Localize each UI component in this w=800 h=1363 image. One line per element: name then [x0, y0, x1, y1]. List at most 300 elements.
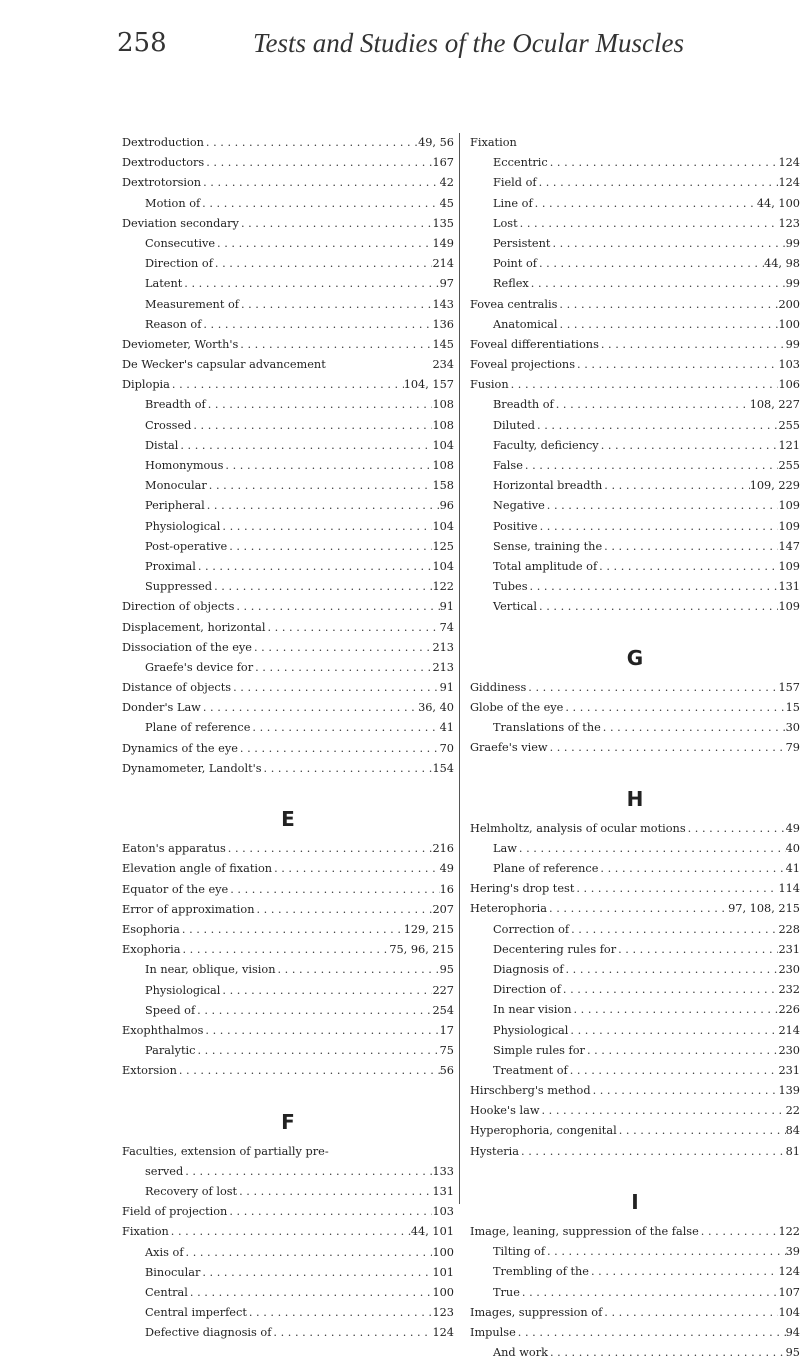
leader-dots: [272, 859, 440, 879]
entry-term: Breadth of: [145, 398, 206, 412]
leader-dots: [271, 1323, 432, 1343]
leader-dots: [201, 315, 432, 335]
entry-term: In near, oblique, vision: [145, 963, 276, 977]
entry-pages: 158: [432, 479, 454, 493]
entry-term: Motion of: [145, 196, 201, 210]
entry-term: Physiological: [493, 1023, 569, 1037]
leader-dots: [329, 1142, 454, 1162]
leader-dots: [520, 1283, 779, 1303]
entry-term: Graefe's device for: [145, 660, 254, 674]
entry-term: Hooke's law: [470, 1104, 540, 1118]
entry-term: Exophthalmos: [122, 1023, 204, 1037]
entry-pages: 94: [785, 1325, 800, 1339]
entry-pages: 95: [439, 963, 454, 977]
entry-term: Distance of objects: [122, 681, 232, 695]
index-entry: [122, 678, 454, 698]
leader-dots: [509, 375, 779, 395]
entry-pages: 213: [432, 660, 454, 674]
entry-pages: 143: [432, 297, 454, 311]
index-subentry: [470, 839, 800, 859]
leader-dots: [201, 173, 440, 193]
entry-pages: 100: [778, 317, 800, 331]
entry-pages: 255: [778, 418, 800, 432]
index-subentry: [470, 234, 800, 254]
index-subentry: [122, 234, 454, 254]
leader-dots: [545, 496, 779, 516]
entry-term: Direction of: [145, 257, 213, 271]
entry-pages: 226: [778, 1003, 800, 1017]
index-column-right: [470, 133, 800, 1363]
entry-pages: 149: [432, 236, 454, 250]
index-subentry: [122, 658, 454, 678]
index-entry: [470, 899, 800, 919]
leader-dots: [226, 839, 433, 859]
entry-term: Point of: [493, 257, 537, 271]
entry-pages: 230: [778, 962, 800, 976]
index-subentry: [122, 456, 454, 476]
entry-pages: 230: [778, 1043, 800, 1057]
entry-term: Tilting of: [493, 1245, 545, 1259]
leader-dots: [238, 335, 432, 355]
leader-dots: [537, 173, 779, 193]
leader-dots: [220, 517, 432, 537]
leader-dots: [568, 1021, 778, 1041]
entry-pages: 214: [778, 1023, 800, 1037]
entry-term: Axis of: [145, 1245, 184, 1259]
entry-pages: 133: [432, 1164, 454, 1178]
entry-pages: 255: [778, 459, 800, 472]
leader-dots: [203, 1021, 439, 1041]
index-entry: [122, 355, 454, 375]
entry-term: Deviometer, Worth's: [122, 337, 239, 351]
entry-pages: 96: [439, 499, 454, 513]
leader-dots: [585, 1041, 779, 1061]
index-subentry: [122, 476, 454, 496]
leader-dots: [188, 1283, 433, 1303]
entry-term: Diagnosis of: [493, 962, 564, 976]
entry-term: Dextroductors: [122, 156, 205, 170]
leader-dots: [252, 638, 432, 658]
index-column-left: [122, 133, 454, 1344]
leader-dots: [602, 476, 749, 496]
entry-term: Equator of the eye: [122, 882, 229, 896]
entry-term: Decentering rules for: [493, 942, 617, 956]
index-subentry: [470, 456, 800, 476]
section-letter-g: G: [626, 645, 644, 670]
index-subentry: [470, 718, 800, 738]
leader-dots: [518, 214, 779, 234]
index-entry: [122, 940, 454, 960]
index-subentry: [122, 1001, 454, 1021]
entry-pages: 49: [785, 821, 800, 835]
index-entry: [122, 638, 454, 658]
index-subentry: [122, 577, 454, 597]
leader-dots: [239, 295, 433, 315]
entry-pages: 145: [432, 337, 454, 351]
entry-pages: 95: [785, 1346, 800, 1360]
entry-term: Reflex: [493, 277, 529, 291]
running-title: Tests and Studies of the Ocular Muscles: [253, 28, 684, 58]
entry-pages: 91: [439, 681, 454, 695]
leader-dots: [183, 1162, 432, 1182]
index-subentry: [122, 1263, 454, 1283]
entry-pages: 104: [778, 1305, 800, 1319]
leader-dots: [207, 476, 433, 496]
leader-dots: [227, 1202, 432, 1222]
index-subentry: [470, 1021, 800, 1041]
entry-pages: 124: [778, 176, 800, 190]
entry-term: Exophoria: [122, 943, 181, 957]
leader-dots: [535, 416, 778, 436]
index-entry: [122, 739, 454, 759]
entry-pages: 79: [785, 741, 800, 755]
entry-pages: 154: [432, 761, 454, 775]
leader-dots: [557, 295, 778, 315]
index-entry: [122, 153, 454, 173]
leader-dots: [196, 557, 433, 577]
entry-pages: 104: [432, 559, 454, 573]
leader-dots: [223, 456, 432, 476]
leader-dots: [253, 658, 432, 678]
leader-dots: [529, 274, 786, 294]
leader-dots: [215, 234, 432, 254]
entry-pages: 232: [778, 983, 800, 997]
entry-term: Negative: [493, 499, 545, 513]
entry-term: Faculties, extension of partially pre-: [122, 1144, 329, 1158]
entry-pages: 100: [432, 1285, 454, 1299]
leader-dots: [178, 436, 432, 456]
leader-dots: [568, 1061, 779, 1081]
index-subentry: [470, 153, 800, 173]
leader-dots: [537, 254, 764, 274]
index-entry: [122, 698, 454, 718]
index-subentry: [470, 577, 800, 597]
index-subentry: [470, 980, 800, 1000]
entry-term: Persistent: [493, 236, 551, 250]
entry-pages: 99: [785, 277, 800, 291]
entry-pages: 15: [785, 700, 800, 714]
index-entry: [470, 1142, 800, 1162]
index-subentry: [122, 981, 454, 1001]
entry-pages: 231: [778, 1063, 800, 1077]
index-subentry: [470, 254, 800, 274]
entry-pages: 103: [778, 358, 800, 372]
leader-dots: [554, 395, 750, 415]
entry-pages: 121: [778, 438, 800, 452]
entry-term: Esophoria: [122, 922, 180, 936]
entry-term: Vertical: [493, 600, 538, 614]
index-subentry: [470, 1061, 800, 1081]
index-entry: [122, 880, 454, 900]
entry-term: Error of approximation: [122, 902, 255, 916]
leader-dots: [182, 274, 439, 294]
entry-pages: 16: [439, 882, 454, 896]
entry-term: Dextrotorsion: [122, 176, 202, 190]
index-entry: [470, 133, 800, 153]
leader-dots: [262, 759, 433, 779]
entry-pages: 207: [432, 902, 454, 916]
entry-pages: 100: [432, 1245, 454, 1259]
index-entry: [122, 759, 454, 779]
index-subentry: [470, 395, 800, 415]
entry-pages: 157: [778, 680, 800, 694]
entry-term: Hering's drop test: [470, 882, 575, 896]
index-entry: [470, 698, 800, 718]
entry-pages: 167: [432, 156, 454, 170]
entry-term: Distal: [145, 438, 179, 452]
index-subentry: [122, 496, 454, 516]
entry-term: Heterophoria: [470, 902, 548, 916]
leader-dots: [599, 335, 786, 355]
leader-dots: [180, 920, 404, 940]
leader-dots: [597, 557, 778, 577]
entry-term: Central imperfect: [145, 1306, 247, 1320]
entry-term: Simple rules for: [493, 1043, 585, 1057]
index-entry: [122, 1142, 454, 1162]
leader-dots: [538, 517, 779, 537]
entry-term: De Wecker's capsular advancement: [122, 358, 326, 372]
index-entry: [470, 375, 800, 395]
entry-pages: 49, 56: [418, 136, 454, 149]
entry-term: Recovery of lost: [145, 1185, 238, 1198]
entry-pages: 124: [778, 1265, 800, 1279]
entry-term: Fovea centralis: [470, 297, 558, 311]
leader-dots: [548, 1343, 786, 1363]
leader-dots: [591, 1081, 779, 1101]
entry-term: Foveal differentiations: [470, 337, 599, 351]
leader-dots: [254, 900, 432, 920]
leader-dots: [239, 214, 433, 234]
entry-pages: 123: [778, 216, 800, 230]
entry-pages: 45: [439, 196, 454, 210]
leader-dots: [220, 981, 432, 1001]
index-subentry: [470, 173, 800, 193]
index-entry: [470, 879, 800, 899]
entry-pages: 129, 215: [403, 922, 454, 936]
entry-term: Law: [493, 841, 517, 855]
leader-dots: [184, 1243, 433, 1263]
entry-pages: 213: [432, 640, 454, 654]
index-subentry: [122, 557, 454, 577]
entry-pages: 41: [785, 862, 800, 875]
entry-term: Deviation secondary: [122, 216, 239, 230]
entry-term: Fixation: [470, 136, 517, 149]
entry-term: Paralytic: [145, 1044, 196, 1058]
entry-term: Consecutive: [145, 236, 216, 250]
leader-dots: [238, 739, 440, 759]
section-spacer: [122, 779, 454, 799]
leader-dots: [228, 880, 439, 900]
entry-pages: 108: [432, 418, 454, 432]
leader-dots: [572, 1000, 779, 1020]
leader-dots: [575, 355, 778, 375]
entry-term: Trembling of the: [493, 1265, 589, 1279]
index-entry: [470, 1101, 800, 1121]
entry-pages: 104: [432, 438, 454, 452]
index-subentry: [122, 194, 454, 214]
index-entry: [122, 859, 454, 879]
entry-pages: 36, 40: [418, 701, 454, 715]
entry-pages: 122: [778, 1225, 800, 1238]
leader-dots: [550, 234, 785, 254]
leader-dots: [602, 537, 778, 557]
entry-term: Hyperophoria, congenital: [470, 1124, 617, 1138]
entry-term: Eaton's apparatus: [122, 842, 226, 856]
entry-pages: 104: [432, 519, 454, 533]
index-entry: [122, 335, 454, 355]
index-subentry: [122, 416, 454, 436]
entry-pages: 81: [785, 1144, 800, 1158]
entry-term: Measurement of: [145, 297, 239, 311]
entry-pages: 101: [432, 1265, 454, 1279]
entry-pages: 75, 96, 215: [389, 943, 454, 957]
entry-pages: 44, 101: [410, 1225, 454, 1239]
index-subentry: [470, 1242, 800, 1262]
leader-dots: [195, 1041, 439, 1061]
leader-dots: [523, 456, 779, 476]
leader-dots: [275, 960, 439, 980]
entry-pages: 109, 229: [749, 479, 800, 493]
entry-term: Graefe's view: [470, 741, 548, 755]
entry-term: Speed of: [145, 1003, 196, 1017]
entry-pages: 42: [439, 176, 454, 190]
entry-term: And work: [493, 1346, 548, 1360]
entry-term: Direction of objects: [122, 600, 235, 614]
index-subentry: [470, 1262, 800, 1282]
entry-term: Physiological: [145, 519, 221, 533]
leader-dots: [699, 1222, 779, 1242]
entry-pages: 44, 100: [756, 196, 800, 210]
index-entry: [122, 920, 454, 940]
index-subentry: [122, 1323, 454, 1343]
leader-dots: [326, 355, 433, 375]
entry-pages: 114: [778, 882, 800, 896]
entry-pages: 131: [778, 580, 800, 594]
index-subentry: [470, 194, 800, 214]
section-letter-f: F: [281, 1109, 295, 1134]
entry-pages: 109: [778, 559, 800, 573]
entry-term: Dynamics of the eye: [122, 741, 238, 755]
entry-pages: 108: [432, 398, 454, 412]
entry-pages: 41: [439, 721, 454, 735]
index-subentry: [470, 496, 800, 516]
leader-dots: [231, 678, 440, 698]
leader-dots: [548, 738, 786, 758]
leader-dots: [589, 1262, 778, 1282]
entry-pages: 234: [432, 358, 454, 372]
leader-dots: [234, 597, 439, 617]
index-entry: [470, 819, 800, 839]
leader-dots: [205, 496, 440, 516]
leader-dots: [237, 1182, 432, 1202]
entry-pages: 107: [778, 1285, 800, 1299]
entry-pages: 108, 227: [749, 398, 800, 412]
entry-term: Field of: [493, 176, 537, 190]
index-entry: [122, 375, 454, 395]
index-subentry: [122, 436, 454, 456]
index-subentry: [470, 436, 800, 456]
entry-term: Correction of: [493, 922, 570, 936]
entry-term: Image, leaning, suppression of the false: [470, 1225, 699, 1238]
leader-dots: [195, 1001, 432, 1021]
entry-term: Direction of: [493, 983, 561, 997]
index-subentry: [470, 315, 800, 335]
entry-pages: 124: [778, 156, 800, 170]
entry-term: Post-operative: [145, 539, 228, 553]
entry-pages: 131: [432, 1185, 454, 1198]
leader-dots: [200, 194, 439, 214]
index-subentry: [470, 960, 800, 980]
entry-pages: 103: [432, 1205, 454, 1219]
index-subentry: [470, 859, 800, 879]
entry-term: Breadth of: [493, 398, 554, 412]
leader-dots: [547, 899, 728, 919]
entry-pages: 22: [785, 1104, 800, 1118]
index-subentry: [122, 295, 454, 315]
entry-term: Diplopia: [122, 378, 170, 392]
index-subentry: [122, 537, 454, 557]
section-letter-e: E: [281, 807, 295, 832]
index-subentry: [470, 476, 800, 496]
index-entry: [470, 1121, 800, 1141]
entry-term: Images, suppression of: [470, 1305, 603, 1319]
entry-term: Binocular: [145, 1265, 201, 1279]
leader-dots: [213, 254, 433, 274]
entry-term: Line of: [493, 196, 533, 210]
index-entry: [122, 173, 454, 193]
index-entry: [122, 1202, 454, 1222]
leader-dots: [574, 879, 778, 899]
leader-dots: [212, 577, 432, 597]
entry-term: Treatment of: [493, 1063, 568, 1077]
leader-dots: [548, 153, 779, 173]
entry-term: Dynamometer, Landolt's: [122, 761, 262, 775]
index-subentry: [470, 557, 800, 577]
entry-term: Dextroduction: [122, 136, 204, 149]
index-subentry: [122, 315, 454, 335]
index-subentry: [470, 1041, 800, 1061]
entry-pages: 139: [778, 1084, 800, 1098]
index-subentry: [122, 517, 454, 537]
entry-term: Proximal: [145, 559, 196, 573]
entry-term: Foveal projections: [470, 358, 576, 372]
index-entry-continuation: [122, 1162, 454, 1182]
entry-term: Sense, training the: [493, 539, 603, 553]
entry-term: Defective diagnosis of: [145, 1326, 272, 1340]
page-header: [0, 22, 800, 72]
entry-pages: 228: [778, 922, 800, 936]
leader-dots: [616, 940, 778, 960]
entry-pages: 216: [432, 842, 454, 856]
entry-term: Tubes: [493, 580, 528, 594]
index-entry: [470, 1222, 800, 1242]
entry-term: Plane of reference: [145, 721, 251, 735]
entry-term: Central: [145, 1285, 188, 1299]
entry-pages: 123: [432, 1306, 454, 1320]
index-entry: [470, 335, 800, 355]
index-entry: [470, 1303, 800, 1323]
section-spacer: [122, 1081, 454, 1101]
leader-dots: [201, 698, 418, 718]
index-entry: [122, 133, 454, 153]
leader-dots: [569, 920, 778, 940]
section-letter-i: I: [631, 1190, 639, 1214]
entry-pages: 99: [785, 236, 800, 250]
entry-pages: 200: [778, 297, 800, 311]
entry-term: Suppressed: [145, 580, 213, 594]
entry-pages: 70: [439, 741, 454, 755]
index-subentry: [122, 1283, 454, 1303]
